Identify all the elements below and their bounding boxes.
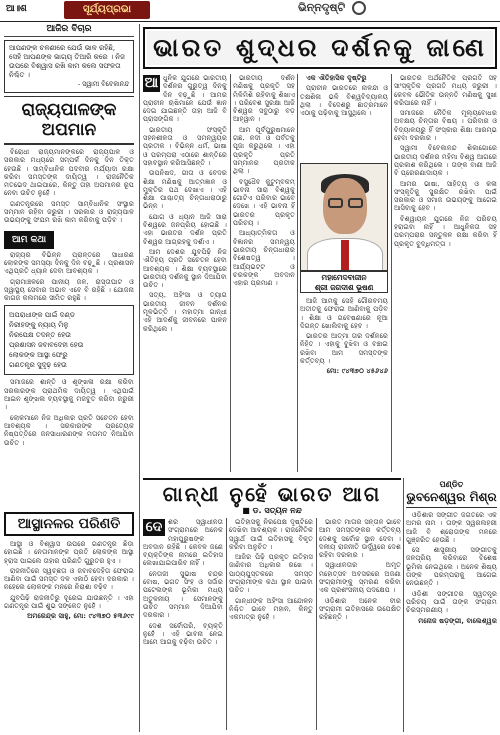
paragraph: ସ୍ୱାଧୀନତାର ଅମୃତ ମହୋତ୍ସବ ଅବସରରେ ଅଜଣା ସଂଗ୍ରାମୀଙ୍କୁ ସ୍ମରଣ କରିବା ଏକ ପ୍ରଶଂସନୀୟ ପଦକ୍ଷେପ । [319, 561, 401, 595]
key-points-box [4, 305, 134, 375]
paragraph: ସତ୍ୟ, ଅହିଂସା ଓ ତ୍ୟାଗ ଭାରତୀୟ ଜୀବନ ଦର୍ଶନର ମୂଳଭିତ୍ତି । ମହାତ୍ମା ଗାନ୍ଧୀ ଏହି ଆଦର୍ଶକୁ ଜୀବନରେ ପାଳନ କରିଥିଲେ । [143, 291, 227, 333]
brand-logo: ସୂର୍ଯ୍ୟପ୍ରଭା [64, 1, 150, 19]
paragraph: ଭାରତର ଅର୍ଥନୈତିକ ପ୍ରଗତି ସହ ସାଂସ୍କୃତିକ ପ୍ରଗତି ମଧ୍ୟ ଜରୁରୀ । କେବଳ ଭୌତିକ ଉନ୍ନତି ମଣିଷକୁ ସୁଖୀ କରିପାରେ ନାହିଁ । [394, 74, 497, 107]
column-divider [230, 74, 231, 472]
paragraph: ଗ୍ରାମାଞ୍ଚଳରେ ପାନୀୟ ଜଳ, ରାସ୍ତାଘାଟ ଓ ସ୍ୱାସ୍ଥ୍ୟ ସେବାର ଅଭାବ ଏବେ ବି ରହିଛି । ଯୋଜନା କାଗଜ କଲମରେ ସୀମିତ ରହୁଛି । [4, 277, 134, 303]
paragraph: ଆଜିର ପିଢ଼ି ପ୍ରକୃତ ଇତିହାସ ଜାଣିବାର ଅଧିକାର ରଖେ । ପାଠ୍ୟପୁସ୍ତକରେ ସମସ୍ତ ସଂଗ୍ରାମୀଙ୍କ କଥା ସ୍ଥାନ ପାଇବା ଉଚିତ । [229, 553, 313, 595]
profile-kicker: ପଣ୍ଡିତ [439, 480, 464, 489]
author-portrait [300, 163, 388, 271]
paragraph: ଶର ସ୍ୱାଧୀନତା ସଂଗ୍ରାମରେ ଅନେକ ମହାପୁରୁଷଙ୍କ ଅବଦାନ ରହିଛି । କେବଳ ଜଣେ ବ୍ୟକ୍ତିଙ୍କ ନାମରେ ଇତିହାସ ଲେଖାଯାଇପାରିବ ନାହିଁ । [143, 518, 223, 568]
paragraph: ରାଜ୍ୟର ବିଭିନ୍ନ ପ୍ରାନ୍ତରେ ସାଧାରଣ ଲୋକଙ୍କ ସମସ୍ୟା ଦିନକୁ ଦିନ ବଢ଼ୁଛି । ପ୍ରଶାସନ ଏଥିପ୍ରତି ଧ୍ୟାନ ଦେବା ଆବଶ୍ୟକ । [4, 250, 134, 276]
paragraph: ନେତାଜୀ ସୁଭାଷ ଚନ୍ଦ୍ର ବୋଷ, ଭଗତ ସିଂହ ଓ ସର୍ଦ୍ଦାର ପଟେଲଙ୍କ ଭୂମିକା ମଧ୍ୟ ଅତୁଳନୀୟ । ସେମାନଙ୍କୁ ଉଚିତ ସମ୍ମାନ ଦିଆଯିବା ଦରକାର । [143, 569, 223, 620]
sub-headline: ଗାନ୍ଧୀ ନୁହେଁ ଭାରତ ଆଗ [143, 478, 401, 506]
glasses-icon [348, 198, 363, 208]
second-article-body [4, 540, 134, 623]
author-line: ଅମରେନ୍ଦ୍ର ସାହୁ, ମୋ: ୯୪୩୭୦ ୫୩୬୯୯ [27, 612, 134, 621]
paragraph: ଲୋକମାନେ ନିଜ ଅଧିକାର ପ୍ରତି ସଚେତନ ହେବା ଆବଶ୍ୟକ । ସରକାରଙ୍କ ପ୍ରତ୍ୟେକ ନିଷ୍ପତ୍ତିରେ ଜନସାଧାରଣଙ୍କ ମତାମତ ନିଆଯିବା ଉଚିତ । [4, 413, 134, 447]
column-divider [226, 518, 227, 730]
paragraph: ଗାନ୍ଧୀଙ୍କ ଅହିଂସା ଆନ୍ଦୋଳନ ନିଶ୍ଚିତ ଭାବେ ମହାନ, କିନ୍ତୁ ଏକମାତ୍ର ନୁହେଁ । [229, 596, 313, 622]
note-line: ଏକ ଐତିହାସିକ ଦୃଷ୍ଟିରୁ [306, 74, 367, 82]
paragraph: ଆମ ପୂର୍ବପୁରୁଷମାନେ ଗଛ, ନଦୀ ଓ ପର୍ବତକୁ ପୂଜା କରୁଥିଲେ । ଏହା ପ୍ରକୃତି ପ୍ରତି ସମ୍ମାନର ପ୍ରତୀକ ଥିଲା । [233, 125, 295, 176]
eye-icon [352, 1, 366, 15]
paragraph: ଧୁନିକ ଯୁଗରେ ଭାରତୀୟ ଦର୍ଶନର ଗୁରୁତ୍ୱ ଦିନକୁ ଦିନ ବଢ଼ୁଛି । ଆମର ପ୍ରାଚୀନ ଋଷିମାନେ ଯେଉଁ ଜ୍ଞାନ ଦେଇ ଯାଇଛନ୍ତି ତାହା ଆଜି ବି ପ୍ରାସଙ୍ଗିକ । [143, 74, 227, 124]
paragraph: ଓଡ଼ିଶାର ସଙ୍ଗୀତ ଜଗତରେ ଏକ ଅମର ନାମ । ତାଙ୍କ ସ୍ୱରଲହରୀ ଆଜି ବି ଶ୍ରୋତାଙ୍କ ମନରେ ଗୁଞ୍ଜରିତ ହେଉଛି । [406, 511, 497, 544]
second-headline: ଆସ୍ଥାନଳର ପରିଣତି [4, 512, 134, 536]
paragraph: ଉପନିଷଦ, ଗୀତା ଓ ବେଦର ଶିକ୍ଷା ମଣିଷକୁ ଆତ୍ମଜ୍ଞାନ ଓ ମୁକ୍ତିର ପଥ ଦେଖାଏ । ଏହି ଶିକ୍ଷା ପାଶ୍ଚାତ୍ୟ ଚିନ୍ତାଧାରାଠାରୁ ଭିନ୍ନ । [143, 169, 227, 211]
column-divider [139, 24, 140, 732]
key-point: ପ୍ରଶାସନ ଜବାବଦେହୀ ହେଉ [9, 341, 84, 350]
sub-col-1 [143, 518, 223, 730]
paragraph: ଭାରତୀୟ ଦର୍ଶନ ମଣିଷକୁ ପ୍ରକୃତି ସହ ମିଳିମିଶି ରହିବାକୁ ଶିଖାଏ । ପରିବେଶ ସୁରକ୍ଷା ଆଜି ବିଶ୍ୱର ସବୁଠାରୁ ବଡ଼ ଆହ୍ୱାନ । [233, 74, 295, 124]
paragraph: ଇତିହାସକୁ ନିରପେକ୍ଷ ଦୃଷ୍ଟିରେ ଦେଖିବା ଆବଶ୍ୟକ । ରାଜନୈତିକ ସ୍ୱାର୍ଥ ପାଇଁ ଇତିହାସକୁ ବିକୃତ କରିବା ଅନୁଚିତ । [229, 518, 313, 551]
paragraph: ଯୋଗ ଓ ଧ୍ୟାନ ଆଜି ସାରା ବିଶ୍ୱରେ ଜନପ୍ରିୟ ହୋଇଛି । ଏହା ଭାରତର ଦର୍ଶନ ପ୍ରତି ବିଶ୍ୱର ଆଗ୍ରହକୁ ଦର୍ଶାଏ । [143, 212, 227, 246]
key-point: ନିରପେକ୍ଷ ତଦନ୍ତ ହେଉ [9, 331, 72, 340]
main-col-1 [143, 74, 227, 474]
paragraph: ଭାରତର ଆତ୍ମା ତାର ଦର୍ଶନରେ ନିହିତ । ଏହାକୁ ବୁଝିବା ଓ ବଞ୍ଚାଇ ରଖିବା ଆମ ସମସ୍ତଙ୍କ କର୍ତ୍ତବ୍ୟ । [300, 332, 388, 366]
paragraph: ବସୁଧୈବ କୁଟୁମ୍ବକମ୍ ଭାବନା ସାରା ବିଶ୍ୱକୁ ଗୋଟିଏ ପରିବାର ଭାବେ ଦେଖେ । ଏହି ଭାବନା ହିଁ ଭାରତର ପ୍ରକୃତ ପରିଚୟ । [233, 177, 295, 228]
paragraph: ସମାଜରେ ନୈତିକ ମୂଲ୍ୟବୋଧର ଅବକ୍ଷୟ ଚିନ୍ତାର ବିଷୟ । ପରିବାର ଓ ବିଦ୍ୟାଳୟରୁ ହିଁ ସଂସ୍କାର ଶିକ୍ଷା ଆରମ୍ଭ ହେବା ଦରକାର । [394, 109, 497, 143]
todays-thought-label: ଆଜିର ବିଚାର [4, 24, 134, 37]
quote-attribution: - ସ୍ୱାମୀ ବିବେକାନନ୍ଦ [77, 80, 129, 88]
key-point: ଲୋକଙ୍କ ଆସ୍ଥା ଫେରୁ [9, 351, 68, 360]
profile-body [406, 511, 497, 721]
paragraph: ଭାରତ ମାତାର ସନ୍ତାନ ଭାବେ ଆମ ସମସ୍ତଙ୍କର କର୍ତ୍ତବ୍ୟ ଦେଶକୁ ସର୍ବୋଚ୍ଚ ସ୍ଥାନ ଦେବା । ଦଳୀୟ ରାଜନୀତି ଊର୍ଦ୍ଧ୍ୱରେ ଦେଶ ରହିବା ଦରକାର । [319, 518, 401, 560]
profile-box [406, 480, 497, 721]
quote-text: ଆପଣଙ୍କ ଚଳଣୀରେ ଯେଉଁ ଭାଳ ରହିଛି, ସେହି ଆପଣଙ୍କ ଭାଗ୍ୟ ତିଆରି କରେ । ନିଜ ଉପରେ ବିଶ୍ୱାସ ରଖି କାମ କଲେ ସଫଳତା ନିଶ୍ଚିତ । [9, 44, 125, 79]
paragraph: ଓଡ଼ିଶୀ ସଙ୍ଗୀତର ସ୍ୱତନ୍ତ୍ର ପରିଚୟ ପାଇଁ ତାଙ୍କ ସଂଗ୍ରାମ ଚିରସ୍ମରଣୀୟ । [406, 589, 497, 615]
issue-date: ଆ॥ଶ [6, 4, 27, 14]
section-title [298, 1, 366, 15]
portrait-tie [341, 240, 349, 271]
editorial-headline: ରାଜ୍ୟପାଳଙ୍କ ଅପମାନ [4, 96, 134, 145]
paragraph: ଆମର ଭାଷା, ସାହିତ୍ୟ ଓ କଳା ସଂସ୍କୃତିକୁ ସୁରକ୍ଷିତ ରଖିବା ପାଇଁ ସରକାର ଓ ସମାଜ ଉଭୟଙ୍କୁ ଆଗେଇ ଆସିବାକୁ ହେବ । [394, 179, 497, 213]
sub-byline: ■ ଡ. ସତ୍ୟନ ନନ୍ଦ [242, 506, 302, 515]
dropcap: ଦେ [143, 519, 165, 536]
sub-col-3 [319, 518, 401, 730]
paragraph: ସେ ଶାସ୍ତ୍ରୀୟ ସଙ୍ଗୀତକୁ ଜନପ୍ରିୟ କରିବାରେ ବିଶେଷ ଭୂମିକା ନେଇଥିଲେ । ଅନେକ ଶିଷ୍ୟ ତାଙ୍କ ପରମ୍ପରାକୁ ଆଗେଇ ନେଉଛନ୍ତି । [406, 546, 497, 588]
aam-katha-label: ଆମ କଥା [4, 231, 54, 249]
paragraph: ବିଶ୍ୱାୟନ ଯୁଗରେ ନିଜ ପରିଚୟ ହରାଇବା ନାହିଁ । ଆଧୁନିକତା ସହ ପରମ୍ପରାର ସନ୍ତୁଳନ ରକ୍ଷା କରିବା ହିଁ ପ୍ରକୃତ ବୁଦ୍ଧିମତ୍ତା । [394, 214, 497, 248]
paragraph: ଓଡ଼ିଶାର ଅନେକ ବୀର ସଂଗ୍ରାମୀ ଇତିହାସରେ ଉପେକ୍ଷିତ ରହିଛନ୍ତି । [319, 596, 401, 622]
paragraph: ଆମ ଦେଶର ଯୁବପିଢ଼ି ନିଜ ଐତିହ୍ୟ ପ୍ରତି ସଚେତନ ହେବା ଆବଶ୍ୟକ । ଶିକ୍ଷା ବ୍ୟବସ୍ଥାରେ ଭାରତୀୟ ଦର୍ଶନକୁ ସ୍ଥାନ ଦିଆଯିବା ଉଚିତ । [143, 247, 227, 290]
main-col-3-bottom [300, 297, 388, 473]
profile-name: ଭୁବନେଶ୍ୱର ମିଶ୍ର [406, 490, 497, 508]
paragraph: ବିରୋଧୀ ରାଜ୍ୟମାନଙ୍କରେ ରାଜ୍ୟପାଳ ଓ ସରକାର ମଧ୍ୟରେ ସମ୍ପର୍କ ଦିନକୁ ଦିନ ତିକ୍ତ ହେଉଛି । ସାମ୍ବିଧାନିକ ପଦବୀର ମର୍ଯ୍ୟାଦା ରକ୍ଷା କରିବା ସମସ୍ତଙ୍କ ଦାୟିତ୍ୱ । ରାଜନୈତିକ ମତଭେଦ ଥାଇପାରେ, କିନ୍ତୁ ତାହା ଅପମାନର ରୂପ ନେବା ଉଚିତ ନୁହେଁ । [4, 148, 134, 198]
masthead [0, 0, 500, 22]
paragraph: ଆସ୍ଥା ଓ ବିଶ୍ୱାସ ଉପରେ ଗଣତନ୍ତ୍ର ଛିଡ଼ା ହୋଇଛି । ନେତାମାନଙ୍କ ପ୍ରତି ଲୋକଙ୍କ ଆସ୍ଥା ହ୍ରାସ ପାଇଲେ ତାହାର ପରିଣତି ଗୁରୁତର ହୁଏ । [4, 540, 134, 565]
main-col-3-top [300, 74, 388, 160]
caption-name: ଶ୍ରୀ ଜଗଦୀଶ ଭୂଷଣ [314, 283, 374, 292]
column-divider [297, 74, 298, 472]
left-column [4, 24, 134, 449]
sub-col-2 [229, 518, 313, 730]
aam-katha-row [4, 227, 134, 251]
editorial-body [4, 148, 134, 225]
dropcap: ଆ [144, 75, 159, 91]
paragraph: ଆଧ୍ୟାତ୍ମିକତା ଓ ବିଜ୍ଞାନର ସମନ୍ୱୟ ଭାରତୀୟ ଚିନ୍ତାଧାରାର ବିଶେଷତ୍ୱ । ଆର୍ଯ୍ୟଭଟ୍ଟ ଓ ଚରକଙ୍କ ଅବଦାନ ଏହାର ପ୍ରମାଣ । [233, 229, 295, 288]
column-divider [316, 518, 317, 730]
left-body-3 [4, 378, 134, 446]
paragraph: ଗଣତନ୍ତ୍ରରେ ସମସ୍ତ ସାମ୍ବିଧାନିକ ସଂସ୍ଥାର ସମ୍ମାନ ରହିବା ଜରୁରୀ । ସରକାର ଓ ରାଜ୍ୟପାଳ ଉଭୟଙ୍କୁ ସଂଯମ ରଖି କାମ କରିବାକୁ ପଡ଼ିବ । [4, 199, 134, 225]
author-line: ମନୋଜ ଷଡ଼ଙ୍ଗୀ, ବାଲେଶ୍ୱର [418, 616, 497, 625]
column-divider [403, 478, 404, 732]
key-point: ଅପରାଧୀଙ୍କ ପାଇଁ ଦଣ୍ଡ [9, 311, 75, 320]
paragraph: ରାଜନୀତିରେ ସ୍ୱଚ୍ଛତା ଓ ଜବାବଦେହିତା ଫେରାଇ ଆଣିବା ପାଇଁ ସମସ୍ତ ଦଳ ଏକାଠି ହେବା ଦରକାର । ନହେଲେ ଲୋକଙ୍କ ମନରେ ନିରାଶା ବଢ଼ିବ । [4, 566, 134, 592]
paragraph: ପ୍ରାଚୀନ ଭାରତରେ ନାଳନ୍ଦା ଓ ତକ୍ଷଶିଳା ଭଳି ବିଶ୍ୱବିଦ୍ୟାଳୟ ଥିଲା । ବିଦେଶରୁ ଛାତ୍ରମାନେ ଏଠାକୁ ପଢ଼ିବାକୁ ଆସୁଥିଲେ । [300, 84, 388, 118]
portrait-caption [300, 271, 388, 293]
paragraph: ଆଜି ଆମକୁ ସେହି ଗୌରବମୟ ଅତୀତକୁ ଫେରାଇ ଆଣିବାକୁ ପଡ଼ିବ । ଶିକ୍ଷା ଓ ଗବେଷଣାରେ ନୂଆ ଦିଗନ୍ତ ଖୋଲିବାକୁ ହେବ । [300, 297, 388, 330]
caption-title: ମହାମେଦବାଜୀନ [321, 273, 367, 282]
author-contact: ମୋ: ୯୪୩୭୦ ୪୫୬୪୬ [326, 367, 388, 376]
main-headline: ଭାରତ ଶୁଦ୍ଧର ଦର୍ଶନକୁ ଜାଣେ [147, 31, 493, 65]
section-label: ଭିନ୍ନଦୃଷ୍ଟି [298, 1, 346, 14]
column-divider [391, 74, 392, 472]
main-col-4 [394, 74, 497, 474]
paragraph: ଯୁବପିଢ଼ି ରାଜନୀତିରୁ ଦୂରେଇ ଯାଉଛନ୍ତି । ଏହା ଗଣତନ୍ତ୍ର ପାଇଁ ଶୁଭ ସଙ୍କେତ ନୁହେଁ । [4, 593, 134, 611]
paragraph: ସ୍ୱାମୀ ବିବେକାନନ୍ଦ ଶିକାଗୋରେ ଭାରତୀୟ ଦର୍ଶନର ମହିମା ବିଶ୍ୱ ଆଗରେ ପ୍ରକାଶ କରିଥିଲେ । ତାଙ୍କ ବାଣୀ ଆଜି ବି ପ୍ରେରଣାଦାୟକ । [394, 144, 497, 178]
aam-katha-body [4, 251, 134, 303]
paragraph: ଦେଶ ସର୍ବୋପରି, ବ୍ୟକ୍ତି ନୁହେଁ । ଏହି ଭାବନା ନେଇ ଆମେ ଆଗକୁ ବଢ଼ିବା ଉଚିତ । [143, 621, 223, 647]
glasses-icon [328, 198, 343, 208]
key-point: ନିରୀହଙ୍କୁ ନ୍ୟାୟ ମିଳୁ [9, 321, 69, 330]
key-point: ଗଣତନ୍ତ୍ର ସୁଦୃଢ଼ ହେଉ [9, 361, 67, 370]
main-headline-box [143, 27, 497, 69]
paragraph: ସମାଜରେ ଶାନ୍ତି ଓ ଶୃଙ୍ଖଳା ରକ୍ଷା କରିବା ସରକାରଙ୍କ ପ୍ରାଥମିକ ଦାୟିତ୍ୱ । ଏଥିପାଇଁ ଆଇନ ଶୃଙ୍ଖଳା ବ୍ୟବସ୍ଥାକୁ ମଜବୁତ କରିବା ଜରୁରୀ । [4, 378, 134, 412]
paragraph: ଭାରତୀୟ ସଂସ୍କୃତି ସହନଶୀଳତା ଓ ସମନ୍ୱୟର ପ୍ରତୀକ । ବିଭିନ୍ନ ଧର୍ମ, ଭାଷା ଓ ପରମ୍ପରା ଏଠାରେ ଶାନ୍ତିରେ ସହାବସ୍ଥାନ କରିଆସିଛନ୍ତି । [143, 125, 227, 167]
main-col-2 [233, 74, 295, 474]
quote-box [4, 40, 134, 93]
